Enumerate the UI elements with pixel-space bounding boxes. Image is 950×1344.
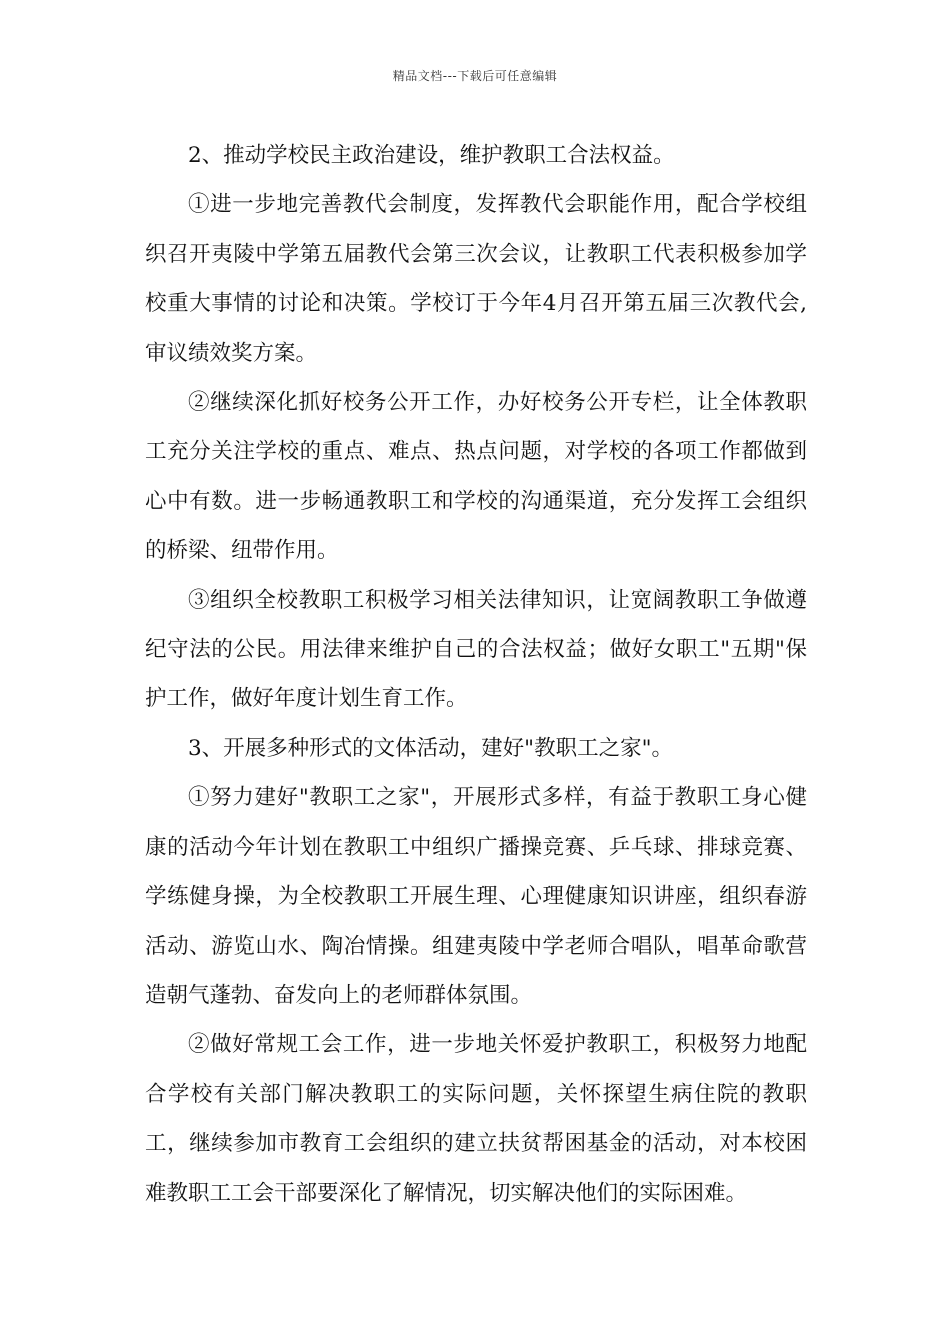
paragraph-item-3: ③组织全校教职工积极学习相关法律知识，让宽阔教职工争做遵纪守法的公民。用法律来维护自己的合法权益；做好女职工"五期"保护工作，做好年度计划生育工作。 <box>145 587 807 712</box>
paragraph-section-2-heading: 2、推动学校民主政治建设，维护教职工合法权益。 <box>188 143 675 168</box>
paragraph-item-2: ②继续深化抓好校务公开工作，办好校务公开专栏，让全体教职工充分关注学校的重点、难点、热点问题，对学校的各项工作都做到心中有数。进一步畅通教职工和学校的沟通渠道，充分发挥工会组织的桥梁、纽带作用。 <box>145 390 807 564</box>
paragraph-section-3-heading: 3、开展多种形式的文体活动，建好"教职工之家"。 <box>188 735 673 761</box>
document-body <box>145 131 807 1218</box>
paragraph-item-1: ①进一步地完善教代会制度，发挥教代会职能作用，配合学校组织召开夷陵中学第五届教代会第三次会议，让教职工代表积极参加学校重大事情的讨论和决策。学校订于今年4月召开第五届三次教代会,审议绩效奖方案。 <box>145 192 807 366</box>
page-header: 精品文档---下载后可任意编辑 <box>392 69 558 83</box>
paragraph-item-2-b: ②做好常规工会工作，进一步地关怀爱护教职工，积极努力地配合学校有关部门解决教职工的实际问题，关怀探望生病住院的教职工，继续参加市教育工会组织的建立扶贫帮困基金的活动，对本校困难教职工工会干部要深化了解情况，切实解决他们的实际困难。 <box>145 1032 807 1206</box>
paragraph-item-1-b: ①努力建好"教职工之家"，开展形式多样，有益于教职工身心健康的活动今年计划在教职工中组织广播操竞赛、乒乓球、排球竞赛、学练健身操，为全校教职工开展生理、心理健康知识讲座，组织春游活动、游览山水、陶冶情操。组建夷陵中学老师合唱队，唱革命歌营造朝气蓬勃、奋发向上的老师群体氛围。 <box>145 785 807 1008</box>
